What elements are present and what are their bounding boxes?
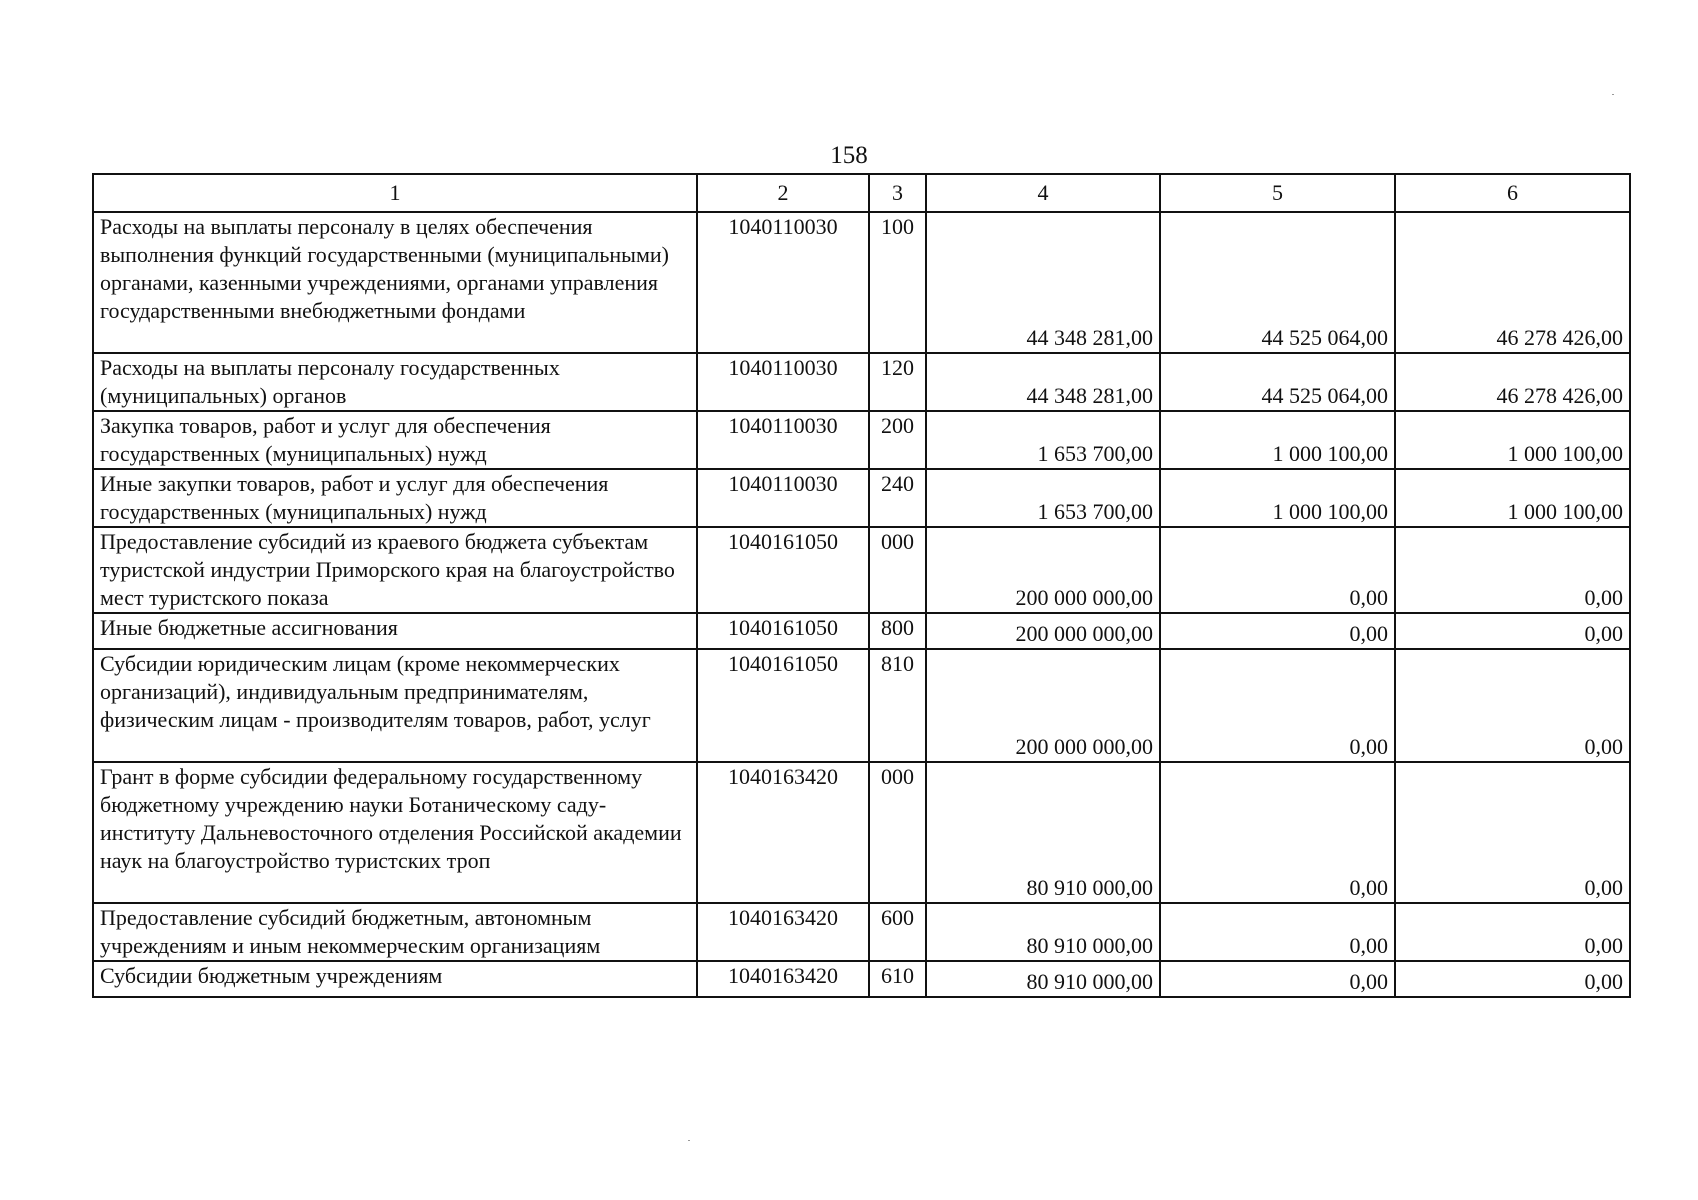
column-header-3: 3	[869, 174, 926, 212]
row-value-col5: 0,00	[1160, 613, 1395, 649]
row-target-code: 1040110030	[697, 212, 869, 353]
row-value-col5: 44 525 064,00	[1160, 212, 1395, 353]
row-value-col4: 200 000 000,00	[926, 649, 1160, 762]
row-value-col5: 0,00	[1160, 762, 1395, 903]
page-number: 158	[830, 142, 868, 169]
table-row	[93, 469, 1630, 527]
table-row	[93, 649, 1630, 762]
table-row	[93, 762, 1630, 903]
row-value-col6: 0,00	[1395, 762, 1630, 903]
row-value-col5: 44 525 064,00	[1160, 353, 1395, 411]
row-target-code: 1040110030	[697, 469, 869, 527]
column-header-2: 2	[697, 174, 869, 212]
table-row	[93, 613, 1630, 649]
budget-table	[92, 173, 1631, 998]
row-value-col6: 1 000 100,00	[1395, 469, 1630, 527]
column-header-1: 1	[93, 174, 697, 212]
row-name: Субсидии бюджетным учреждениям	[93, 961, 697, 997]
table-row	[93, 212, 1630, 353]
row-name: Грант в форме субсидии федеральному государственному бюджетному учреждению науки Ботаническому саду-институту Дальневосточного отделения Российской академии наук на благоустройство туристских троп	[93, 762, 697, 903]
row-value-col6: 0,00	[1395, 613, 1630, 649]
row-target-code: 1040163420	[697, 762, 869, 903]
row-value-col6: 46 278 426,00	[1395, 212, 1630, 353]
row-expense-type: 600	[869, 903, 926, 961]
table-row	[93, 527, 1630, 613]
row-value-col4: 200 000 000,00	[926, 527, 1160, 613]
row-name: Предоставление субсидий из краевого бюджета субъектам туристской индустрии Приморского края на благоустройство мест туристского показа	[93, 527, 697, 613]
row-value-col6: 0,00	[1395, 903, 1630, 961]
row-value-col5: 0,00	[1160, 903, 1395, 961]
row-value-col5: 1 000 100,00	[1160, 411, 1395, 469]
row-target-code: 1040163420	[697, 903, 869, 961]
row-value-col6: 1 000 100,00	[1395, 411, 1630, 469]
row-target-code: 1040163420	[697, 961, 869, 997]
row-value-col5: 1 000 100,00	[1160, 469, 1395, 527]
row-name: Иные закупки товаров, работ и услуг для обеспечения государственных (муниципальных) нужд	[93, 469, 697, 527]
row-expense-type: 240	[869, 469, 926, 527]
row-name: Расходы на выплаты персоналу государственных (муниципальных) органов	[93, 353, 697, 411]
row-expense-type: 810	[869, 649, 926, 762]
table-row	[93, 411, 1630, 469]
row-value-col4: 44 348 281,00	[926, 212, 1160, 353]
row-expense-type: 000	[869, 762, 926, 903]
table-row	[93, 903, 1630, 961]
row-expense-type: 000	[869, 527, 926, 613]
scan-speck	[688, 1140, 690, 1141]
row-target-code: 1040110030	[697, 411, 869, 469]
row-value-col4: 80 910 000,00	[926, 762, 1160, 903]
row-name: Иные бюджетные ассигнования	[93, 613, 697, 649]
row-expense-type: 100	[869, 212, 926, 353]
row-expense-type: 200	[869, 411, 926, 469]
row-value-col5: 0,00	[1160, 527, 1395, 613]
scan-speck	[1612, 94, 1614, 95]
row-value-col5: 0,00	[1160, 649, 1395, 762]
row-target-code: 1040161050	[697, 613, 869, 649]
row-value-col6: 0,00	[1395, 527, 1630, 613]
table-header-row	[93, 174, 1630, 212]
row-value-col5: 0,00	[1160, 961, 1395, 997]
table-row	[93, 961, 1630, 997]
row-value-col4: 1 653 700,00	[926, 469, 1160, 527]
row-target-code: 1040110030	[697, 353, 869, 411]
row-value-col4: 80 910 000,00	[926, 903, 1160, 961]
column-header-5: 5	[1160, 174, 1395, 212]
table-row	[93, 353, 1630, 411]
row-value-col6: 46 278 426,00	[1395, 353, 1630, 411]
row-value-col6: 0,00	[1395, 961, 1630, 997]
row-value-col4: 80 910 000,00	[926, 961, 1160, 997]
row-expense-type: 800	[869, 613, 926, 649]
column-header-4: 4	[926, 174, 1160, 212]
row-value-col4: 200 000 000,00	[926, 613, 1160, 649]
row-target-code: 1040161050	[697, 649, 869, 762]
row-name: Закупка товаров, работ и услуг для обеспечения государственных (муниципальных) нужд	[93, 411, 697, 469]
row-value-col4: 1 653 700,00	[926, 411, 1160, 469]
row-value-col6: 0,00	[1395, 649, 1630, 762]
row-name: Субсидии юридическим лицам (кроме некоммерческих организаций), индивидуальным предпринимателям, физическим лицам - производителям товаров, работ, услуг	[93, 649, 697, 762]
row-value-col4: 44 348 281,00	[926, 353, 1160, 411]
row-expense-type: 610	[869, 961, 926, 997]
row-target-code: 1040161050	[697, 527, 869, 613]
column-header-6: 6	[1395, 174, 1630, 212]
row-expense-type: 120	[869, 353, 926, 411]
row-name: Предоставление субсидий бюджетным, автономным учреждениям и иным некоммерческим организациям	[93, 903, 697, 961]
row-name: Расходы на выплаты персоналу в целях обеспечения выполнения функций государственными (муниципальными) органами, казенными учреждениями, органами управления государственными внебюджетными фондами	[93, 212, 697, 353]
